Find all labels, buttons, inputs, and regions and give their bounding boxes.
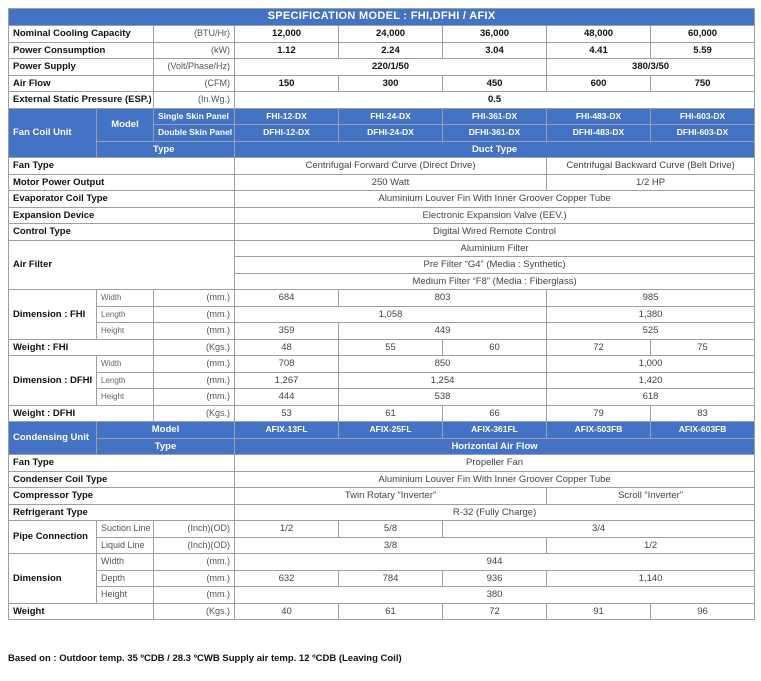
table-row	[9, 389, 755, 406]
model-cell: DFHI-603-DX	[651, 125, 755, 142]
type-label: Type	[97, 438, 235, 455]
condensing-model-row	[9, 422, 755, 439]
sub-label: Width	[97, 554, 154, 571]
row-unit: (Inch)(OD)	[154, 521, 235, 538]
cell: 538	[339, 389, 547, 406]
cell: 618	[547, 389, 755, 406]
fan-coil-section-label: Fan Coil Unit	[9, 108, 97, 158]
cell: 48	[235, 339, 339, 356]
cell: 66	[443, 405, 547, 422]
cell: Electronic Expansion Valve (EEV.)	[235, 207, 755, 224]
row-unit: (Kgs.)	[154, 603, 235, 620]
model-cell: DFHI-483-DX	[547, 125, 651, 142]
cell: 220/1/50	[235, 59, 547, 76]
table-row	[9, 207, 755, 224]
table-row	[9, 471, 755, 488]
cell: Medium Filter “F8” (Media : Fiberglass)	[235, 273, 755, 290]
cell: 150	[235, 75, 339, 92]
model-cell: DFHI-24-DX	[339, 125, 443, 142]
row-label: Weight : DFHI	[9, 405, 154, 422]
row-unit: (mm.)	[154, 587, 235, 604]
cell: 48,000	[547, 26, 651, 43]
table-row	[9, 405, 755, 422]
table-row	[9, 554, 755, 571]
model-cell: AFIX-13FL	[235, 422, 339, 439]
cell: 449	[339, 323, 547, 340]
cell: 1.12	[235, 42, 339, 59]
sub-label: Liquid Line	[97, 537, 154, 554]
cell: 3/8	[235, 537, 547, 554]
sub-label: Width	[97, 356, 154, 373]
condensing-section-label: Condensing Unit	[9, 422, 97, 455]
row-unit: (Kgs.)	[154, 405, 235, 422]
cell: 4.41	[547, 42, 651, 59]
row-unit: (BTU/Hr)	[154, 26, 235, 43]
model-cell: FHI-24-DX	[339, 108, 443, 125]
model-cell: DFHI-12-DX	[235, 125, 339, 142]
cell: 1,380	[547, 306, 755, 323]
model-cell: AFIX-503FB	[547, 422, 651, 439]
row-label: Dimension : FHI	[9, 290, 97, 340]
cell: 5.59	[651, 42, 755, 59]
cell: 91	[547, 603, 651, 620]
model-cell: DFHI-361-DX	[443, 125, 547, 142]
table-row	[9, 240, 755, 257]
row-unit: (Kgs.)	[154, 339, 235, 356]
cell: 250 Watt	[235, 174, 547, 191]
row-label: Power Supply	[9, 59, 154, 76]
cell: Pre Filter “G4” (Media : Synthetic)	[235, 257, 755, 274]
row-label: External Static Pressure (ESP.)	[9, 92, 154, 109]
type-value: Horizontal Air Flow	[235, 438, 755, 455]
cell: 60	[443, 339, 547, 356]
cell: Aluminium Louver Fin With Inner Groover Copper Tube	[235, 471, 755, 488]
cell: 684	[235, 290, 339, 307]
cell: 61	[339, 603, 443, 620]
model-cell: FHI-12-DX	[235, 108, 339, 125]
cell: 75	[651, 339, 755, 356]
cell: 1/2 HP	[547, 174, 755, 191]
cell: 61	[339, 405, 443, 422]
table-row	[9, 488, 755, 505]
table-row	[9, 92, 755, 109]
cell: 803	[339, 290, 547, 307]
row-label: Pipe Connection	[9, 521, 97, 554]
cell: 450	[443, 75, 547, 92]
cell: 0.5	[235, 92, 755, 109]
cell: 96	[651, 603, 755, 620]
table-row	[9, 290, 755, 307]
model-cell: AFIX-603FB	[651, 422, 755, 439]
row-label: Motor Power Output	[9, 174, 235, 191]
row-unit: (CFM)	[154, 75, 235, 92]
cell: 24,000	[339, 26, 443, 43]
sub-label: Depth	[97, 570, 154, 587]
cell: 784	[339, 570, 443, 587]
row-unit: (mm.)	[154, 290, 235, 307]
cell: 1,000	[547, 356, 755, 373]
cell: 1,254	[339, 372, 547, 389]
footnote: Based on : Outdoor temp. 35 ºCDB / 28.3 ºCWB Supply air temp. 12 ºCDB (Leaving Coil)	[8, 653, 402, 664]
table-row	[9, 356, 755, 373]
cell: 936	[443, 570, 547, 587]
table-row	[9, 323, 755, 340]
cell: 36,000	[443, 26, 547, 43]
row-unit: (mm.)	[154, 389, 235, 406]
fan-coil-model-row	[9, 108, 755, 125]
row-unit: (mm.)	[154, 356, 235, 373]
cell: 1/2	[547, 537, 755, 554]
model-cell: FHI-361-DX	[443, 108, 547, 125]
table-row	[9, 59, 755, 76]
row-label: Air Filter	[9, 240, 235, 290]
cell: Aluminium Louver Fin With Inner Groover Copper Tube	[235, 191, 755, 208]
row-label: Dimension	[9, 554, 97, 604]
table-row	[9, 174, 755, 191]
cell: 600	[547, 75, 651, 92]
row-label: Air Flow	[9, 75, 154, 92]
cell: 1,420	[547, 372, 755, 389]
cell: 944	[235, 554, 755, 571]
model-cell: FHI-483-DX	[547, 108, 651, 125]
type-label: Type	[97, 141, 235, 158]
cell: 72	[443, 603, 547, 620]
row-unit: (Volt/Phase/Hz)	[154, 59, 235, 76]
row-label: Fan Type	[9, 158, 235, 175]
table-row	[9, 570, 755, 587]
sub-label: Suction Line	[97, 521, 154, 538]
table-row	[9, 587, 755, 604]
row-label: Weight	[9, 603, 154, 620]
condensing-type-row	[9, 438, 755, 455]
row-unit: (mm.)	[154, 554, 235, 571]
cell: 55	[339, 339, 443, 356]
row-label: Nominal Cooling Capacity	[9, 26, 154, 43]
single-skin-label: Single Skin Panel	[154, 108, 235, 125]
row-label: Weight : FHI	[9, 339, 154, 356]
table-row	[9, 42, 755, 59]
cell: 53	[235, 405, 339, 422]
cell: R-32 (Fully Charge)	[235, 504, 755, 521]
row-label: Evaporator Coil Type	[9, 191, 235, 208]
row-unit: (mm.)	[154, 323, 235, 340]
row-unit: (mm.)	[154, 372, 235, 389]
table-row	[9, 372, 755, 389]
model-label: Model	[97, 108, 154, 141]
table-title: SPECIFICATION MODEL : FHI,DFHI / AFIX	[9, 9, 755, 26]
cell: 12,000	[235, 26, 339, 43]
cell: 300	[339, 75, 443, 92]
cell: 444	[235, 389, 339, 406]
cell: 40	[235, 603, 339, 620]
cell: 632	[235, 570, 339, 587]
cell: 3/4	[443, 521, 755, 538]
model-cell: FHI-603-DX	[651, 108, 755, 125]
cell: 1/2	[235, 521, 339, 538]
cell: 850	[339, 356, 547, 373]
model-cell: AFIX-361FL	[443, 422, 547, 439]
sub-label: Height	[97, 323, 154, 340]
table-row	[9, 455, 755, 472]
table-row	[9, 191, 755, 208]
cell: 1,267	[235, 372, 339, 389]
cell: 83	[651, 405, 755, 422]
sub-label: Length	[97, 306, 154, 323]
cell: 1,058	[235, 306, 547, 323]
row-label: Power Consumption	[9, 42, 154, 59]
table-row	[9, 504, 755, 521]
cell: 985	[547, 290, 755, 307]
fan-coil-type-row	[9, 141, 755, 158]
cell: 5/8	[339, 521, 443, 538]
row-label: Compressor Type	[9, 488, 235, 505]
table-row	[9, 339, 755, 356]
model-cell: AFIX-25FL	[339, 422, 443, 439]
cell: 380/3/50	[547, 59, 755, 76]
table-row	[9, 603, 755, 620]
table-row	[9, 224, 755, 241]
sub-label: Length	[97, 372, 154, 389]
cell: Twin Rotary “Inverter”	[235, 488, 547, 505]
sub-label: Width	[97, 290, 154, 307]
cell: Scroll “Inverter”	[547, 488, 755, 505]
row-unit: (In.Wg.)	[154, 92, 235, 109]
cell: Centrifugal Backward Curve (Belt Drive)	[547, 158, 755, 175]
row-label: Condenser Coil Type	[9, 471, 235, 488]
row-unit: (kW)	[154, 42, 235, 59]
cell: 359	[235, 323, 339, 340]
cell: 3.04	[443, 42, 547, 59]
table-row	[9, 537, 755, 554]
cell: 380	[235, 587, 755, 604]
row-label: Control Type	[9, 224, 235, 241]
cell: 525	[547, 323, 755, 340]
cell: 2.24	[339, 42, 443, 59]
row-label: Fan Type	[9, 455, 235, 472]
table-row	[9, 26, 755, 43]
row-unit: (mm.)	[154, 306, 235, 323]
cell: Centrifugal Forward Curve (Direct Drive)	[235, 158, 547, 175]
cell: 79	[547, 405, 651, 422]
row-label: Dimension : DFHI	[9, 356, 97, 406]
cell: 750	[651, 75, 755, 92]
double-skin-label: Double Skin Panel	[154, 125, 235, 142]
model-label: Model	[97, 422, 235, 439]
specification-table	[8, 8, 755, 620]
table-row	[9, 158, 755, 175]
sub-label: Height	[97, 587, 154, 604]
cell: Aluminium Filter	[235, 240, 755, 257]
type-value: Duct Type	[235, 141, 755, 158]
cell: 1,140	[547, 570, 755, 587]
cell: Digital Wired Remote Control	[235, 224, 755, 241]
cell: 72	[547, 339, 651, 356]
row-unit: (Inch)(OD)	[154, 537, 235, 554]
sub-label: Height	[97, 389, 154, 406]
cell: 60,000	[651, 26, 755, 43]
row-unit: (mm.)	[154, 570, 235, 587]
row-label: Expansion Device	[9, 207, 235, 224]
table-row	[9, 306, 755, 323]
row-label: Refrigerant Type	[9, 504, 235, 521]
table-row	[9, 75, 755, 92]
cell: Propeller Fan	[235, 455, 755, 472]
cell: 708	[235, 356, 339, 373]
table-row	[9, 521, 755, 538]
